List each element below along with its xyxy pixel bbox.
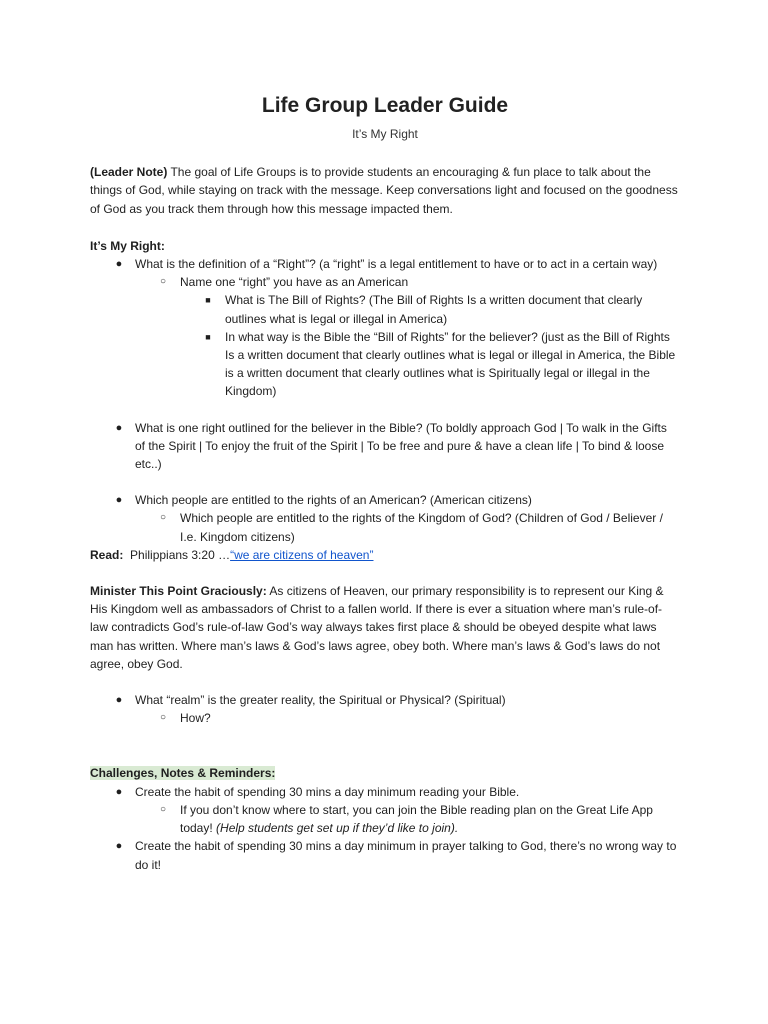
list-item — [90, 801, 680, 837]
list-item — [90, 691, 680, 709]
list-item — [90, 709, 680, 727]
leader-note-label: (Leader Note) — [90, 165, 168, 180]
question-list-3 — [90, 491, 680, 546]
leader-note-text: The goal of Life Groups is to provide students an encouraging & fun place to talk about the things of God, while staying on track with the message. Keep conversations light and focused on the goodness of God as you track them through how this message impacted them. — [90, 165, 678, 216]
filled-circle-bullet-icon: ● — [115, 421, 123, 434]
filled-circle-bullet-icon: ● — [115, 694, 123, 707]
hollow-circle-bullet-icon: ○ — [159, 512, 167, 524]
minister-note-text: As citizens of Heaven, our primary responsibility is to represent our King & His Kingdom well as ambassadors of Christ to a fallen world. If there is ever a situation where man’s rule-of-law contradicts God’s rule-of-law God’s way always takes first place & should be obeyed despite what laws man has written. Where man’s laws & God’s laws agree, obey both. Where man’s laws & God’s laws do not agree, obey God. — [90, 584, 664, 671]
list-item-text: What is The Bill of Rights? (The Bill of Rights Is a written document that clearly outlines what is legal or illegal in America) — [225, 293, 643, 326]
challenges-list — [90, 783, 680, 874]
list-item-text: What is one right outlined for the believer in the Bible? (To boldly approach God | To walk in the Gifts of the Spirit | To enjoy the fruit of the Spirit | To be free and pure & have a clean life | To bind & loose etc..) — [135, 420, 667, 472]
list-item-text: What “realm” is the greater reality, the Spiritual or Physical? (Spiritual) — [135, 693, 506, 708]
scripture-link[interactable]: “we are citizens of heaven” — [230, 547, 374, 562]
filled-circle-bullet-icon: ● — [115, 840, 123, 853]
list-item — [90, 273, 680, 291]
list-item-text: How? — [180, 711, 211, 726]
list-item — [90, 419, 680, 474]
list-item — [90, 491, 680, 509]
list-item-text: In what way is the Bible the “Bill of Rights” for the believer? (just as the Bill of Rights Is a written document that clearly outlines what is legal or illegal in America, the Bible is a written document that clearly outlines what is Spiritually legal or illegal in the Kingdom) — [225, 329, 676, 399]
challenges-heading-text: Challenges, Notes & Reminders: — [90, 766, 276, 781]
list-item-text: If you don’t know where to start, you can join the Bible reading plan on the Great Life App today! — [180, 802, 653, 836]
list-item — [90, 291, 680, 327]
list-item-text: What is the definition of a “Right”? (a “right” is a legal entitlement to have or to act in a certain way) — [135, 257, 658, 272]
challenges-heading — [90, 764, 680, 782]
list-item-text: Name one “right” you have as an American — [180, 275, 409, 290]
hollow-circle-bullet-icon: ○ — [159, 276, 167, 288]
document-body — [90, 92, 680, 874]
filled-circle-bullet-icon: ● — [115, 258, 123, 271]
section-heading-text: It’s My Right: — [90, 238, 165, 253]
list-item — [90, 255, 680, 273]
square-bullet-icon: ■ — [205, 295, 211, 306]
filled-circle-bullet-icon: ● — [115, 494, 123, 507]
list-item — [90, 783, 680, 801]
list-item — [90, 509, 680, 545]
list-item-italic-note: (Help students get set up if they’d like to join). — [216, 821, 459, 836]
section-heading-my-right — [90, 237, 680, 255]
document-title: Life Group Leader Guide — [261, 94, 509, 117]
list-item-text: Which people are entitled to the rights of an American? (American citizens) — [135, 493, 532, 508]
question-list-4 — [90, 691, 680, 727]
list-item-text: Create the habit of spending 30 mins a day minimum in prayer talking to God, there’s no wrong way to do it! — [135, 839, 677, 872]
hollow-circle-bullet-icon: ○ — [159, 803, 167, 815]
square-bullet-icon: ■ — [205, 331, 211, 342]
list-item-text: Create the habit of spending 30 mins a day minimum reading your Bible. — [135, 784, 520, 799]
minister-note — [90, 582, 680, 673]
list-item — [90, 837, 680, 873]
filled-circle-bullet-icon: ● — [115, 785, 123, 798]
minister-note-label: Minister This Point Graciously: — [90, 584, 267, 599]
question-list-2 — [90, 419, 680, 474]
read-line — [90, 546, 680, 564]
read-reference: Philippians 3:20 … — [123, 547, 231, 562]
leader-note — [90, 163, 680, 218]
read-label: Read: — [90, 547, 124, 562]
document-subtitle: It’s My Right — [352, 127, 418, 141]
list-item — [90, 328, 680, 401]
hollow-circle-bullet-icon: ○ — [159, 712, 167, 724]
list-item-text: Which people are entitled to the rights of the Kingdom of God? (Children of God / Believer / I.e. Kingdom citizens) — [180, 511, 663, 544]
question-list-1 — [90, 255, 680, 401]
